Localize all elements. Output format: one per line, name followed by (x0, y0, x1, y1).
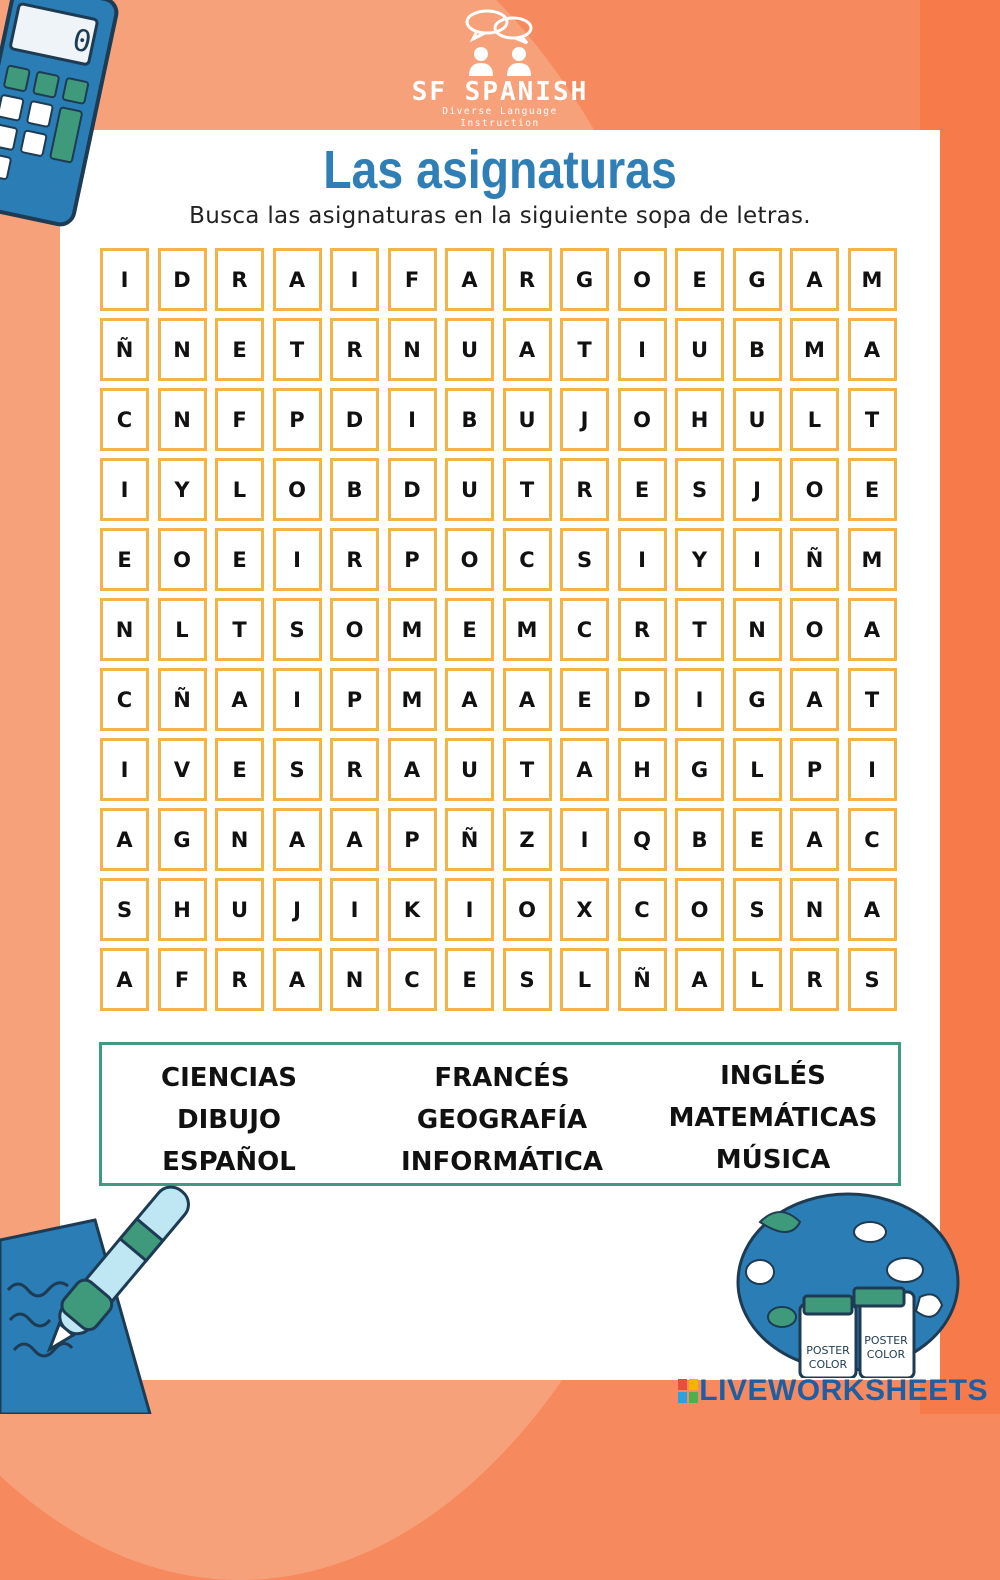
grid-cell[interactable]: T (675, 598, 724, 661)
grid-cell[interactable]: D (618, 668, 667, 731)
grid-cell[interactable]: N (790, 878, 839, 941)
grid-cell[interactable]: S (733, 878, 782, 941)
grid-cell[interactable]: M (848, 528, 897, 591)
grid-cell[interactable]: R (503, 248, 552, 311)
grid-cell[interactable]: Ñ (445, 808, 494, 871)
grid-cell[interactable]: C (100, 388, 149, 451)
grid-cell[interactable]: T (848, 668, 897, 731)
grid-cell[interactable]: M (388, 668, 437, 731)
grid-cell[interactable]: Ñ (100, 318, 149, 381)
grid-cell[interactable]: A (445, 248, 494, 311)
grid-cell[interactable]: A (675, 948, 724, 1011)
grid-cell[interactable]: F (215, 388, 264, 451)
grid-cell[interactable]: I (273, 668, 322, 731)
grid-cell[interactable]: G (733, 248, 782, 311)
grid-cell[interactable]: E (215, 738, 264, 801)
grid-cell[interactable]: U (733, 388, 782, 451)
grid-cell[interactable]: S (100, 878, 149, 941)
grid-cell[interactable]: R (330, 528, 379, 591)
grid-cell[interactable]: A (560, 738, 609, 801)
word-search-grid (100, 248, 897, 1011)
grid-cell[interactable]: S (503, 948, 552, 1011)
word-item: GEOGRAFÍA (416, 1105, 588, 1135)
notebook-pen-icon (0, 1180, 220, 1414)
grid-cell[interactable]: I (560, 808, 609, 871)
grid-cell[interactable]: U (215, 878, 264, 941)
grid-cell[interactable]: A (445, 668, 494, 731)
grid-cell[interactable]: D (330, 388, 379, 451)
grid-cell[interactable]: G (675, 738, 724, 801)
grid-cell[interactable]: I (848, 738, 897, 801)
grid-cell[interactable]: G (560, 248, 609, 311)
grid-cell[interactable]: I (445, 878, 494, 941)
grid-cell[interactable]: E (560, 668, 609, 731)
grid-cell[interactable]: R (618, 598, 667, 661)
grid-cell[interactable]: E (445, 598, 494, 661)
grid-cell[interactable]: S (273, 598, 322, 661)
logo-tagline: Diverse Language Instruction (442, 106, 558, 129)
grid-cell[interactable]: I (330, 248, 379, 311)
grid-cell[interactable]: E (215, 318, 264, 381)
grid-cell[interactable]: Ñ (618, 948, 667, 1011)
sf-spanish-logo (400, 6, 600, 129)
grid-cell[interactable]: S (848, 948, 897, 1011)
grid-cell[interactable]: M (503, 598, 552, 661)
word-item: CIENCIAS (161, 1063, 297, 1093)
grid-cell[interactable]: O (273, 458, 322, 521)
grid-cell[interactable]: O (790, 598, 839, 661)
grid-cell[interactable]: T (560, 318, 609, 381)
grid-cell[interactable]: L (733, 738, 782, 801)
word-column-2 (372, 1057, 632, 1183)
word-item: FRANCÉS (434, 1063, 570, 1093)
brand-text: LIVEWORKSHEETS (699, 1374, 988, 1407)
grid-cell[interactable]: I (273, 528, 322, 591)
grid-cell[interactable]: A (790, 808, 839, 871)
calculator-display: 0 (69, 22, 95, 61)
grid-cell[interactable]: R (215, 948, 264, 1011)
grid-cell[interactable]: P (790, 738, 839, 801)
grid-cell[interactable]: E (675, 248, 724, 311)
grid-cell[interactable]: A (215, 668, 264, 731)
grid-cell[interactable]: O (675, 878, 724, 941)
grid-cell[interactable]: P (330, 668, 379, 731)
word-list-box (99, 1042, 901, 1186)
grid-cell[interactable]: H (158, 878, 207, 941)
grid-cell[interactable]: E (848, 458, 897, 521)
grid-cell[interactable]: O (618, 388, 667, 451)
grid-cell[interactable]: V (158, 738, 207, 801)
grid-cell[interactable]: E (618, 458, 667, 521)
grid-cell[interactable]: I (733, 528, 782, 591)
grid-cell[interactable]: B (733, 318, 782, 381)
grid-cell[interactable]: I (618, 528, 667, 591)
grid-cell[interactable]: R (560, 458, 609, 521)
word-item: INGLÉS (720, 1061, 826, 1091)
grid-cell[interactable]: A (503, 668, 552, 731)
grid-cell[interactable]: G (158, 808, 207, 871)
grid-cell[interactable]: C (618, 878, 667, 941)
grid-cell[interactable]: A (273, 248, 322, 311)
liveworksheets-brand (677, 1374, 988, 1408)
grid-cell[interactable]: T (273, 318, 322, 381)
grid-cell[interactable]: A (848, 878, 897, 941)
word-column-1 (99, 1057, 359, 1183)
grid-cell[interactable]: C (100, 668, 149, 731)
grid-cell[interactable]: B (330, 458, 379, 521)
grid-cell[interactable]: T (848, 388, 897, 451)
grid-cell[interactable]: A (388, 738, 437, 801)
grid-cell[interactable]: N (158, 388, 207, 451)
grid-cell[interactable]: J (273, 878, 322, 941)
grid-cell[interactable]: L (790, 388, 839, 451)
grid-cell[interactable]: H (618, 738, 667, 801)
word-item: INFORMÁTICA (401, 1147, 603, 1177)
grid-cell[interactable]: A (790, 668, 839, 731)
grid-cell[interactable]: M (848, 248, 897, 311)
grid-cell[interactable]: A (330, 808, 379, 871)
svg-text:COLOR: COLOR (866, 1348, 906, 1361)
paint-palette-icon (720, 1192, 1000, 1378)
grid-cell[interactable]: E (733, 808, 782, 871)
grid-cell[interactable]: I (100, 458, 149, 521)
grid-cell[interactable]: O (330, 598, 379, 661)
grid-cell[interactable]: L (733, 948, 782, 1011)
grid-cell[interactable]: U (675, 318, 724, 381)
grid-cell[interactable]: I (100, 738, 149, 801)
grid-cell[interactable]: Ñ (790, 528, 839, 591)
word-item: MÚSICA (715, 1145, 831, 1175)
grid-cell[interactable]: F (388, 248, 437, 311)
word-column-3 (643, 1055, 903, 1181)
grid-cell[interactable]: N (215, 808, 264, 871)
grid-cell[interactable]: I (330, 878, 379, 941)
grid-cell[interactable]: R (790, 948, 839, 1011)
grid-cell[interactable]: U (445, 458, 494, 521)
grid-cell[interactable]: K (388, 878, 437, 941)
grid-cell[interactable]: S (273, 738, 322, 801)
grid-cell[interactable]: A (100, 808, 149, 871)
grid-cell[interactable]: N (158, 318, 207, 381)
grid-cell[interactable]: I (618, 318, 667, 381)
grid-cell[interactable]: U (503, 388, 552, 451)
chat-people-icon (455, 6, 545, 78)
grid-cell[interactable]: A (100, 948, 149, 1011)
grid-cell[interactable]: P (388, 528, 437, 591)
grid-cell[interactable]: A (790, 248, 839, 311)
grid-cell[interactable]: Ñ (158, 668, 207, 731)
grid-cell[interactable]: L (158, 598, 207, 661)
grid-cell[interactable]: P (388, 808, 437, 871)
grid-cell[interactable]: H (675, 388, 724, 451)
svg-text:POSTER: POSTER (864, 1334, 908, 1347)
grid-cell[interactable]: R (215, 248, 264, 311)
grid-cell[interactable]: Q (618, 808, 667, 871)
instructions-text: Busca las asignaturas en la siguiente sopa de letras. (189, 203, 811, 229)
grid-cell[interactable]: O (790, 458, 839, 521)
grid-cell[interactable]: P (273, 388, 322, 451)
grid-cell[interactable]: M (790, 318, 839, 381)
grid-cell[interactable]: X (560, 878, 609, 941)
grid-cell[interactable]: A (848, 598, 897, 661)
grid-cell[interactable]: Z (503, 808, 552, 871)
grid-cell[interactable]: J (560, 388, 609, 451)
grid-cell[interactable]: C (560, 598, 609, 661)
word-item: MATEMÁTICAS (668, 1103, 878, 1133)
grid-cell[interactable]: B (445, 388, 494, 451)
grid-cell[interactable]: N (100, 598, 149, 661)
grid-cell[interactable]: A (273, 948, 322, 1011)
grid-cell[interactable]: N (733, 598, 782, 661)
grid-cell[interactable]: R (330, 738, 379, 801)
grid-cell[interactable]: O (445, 528, 494, 591)
grid-cell[interactable]: E (445, 948, 494, 1011)
grid-cell[interactable]: A (848, 318, 897, 381)
grid-cell[interactable]: A (273, 808, 322, 871)
grid-cell[interactable]: G (733, 668, 782, 731)
grid-cell[interactable]: O (618, 248, 667, 311)
grid-cell[interactable]: E (100, 528, 149, 591)
grid-cell[interactable]: T (503, 458, 552, 521)
grid-cell[interactable]: C (388, 948, 437, 1011)
svg-text:POSTER: POSTER (806, 1344, 850, 1357)
grid-cell[interactable]: O (503, 878, 552, 941)
grid-cell[interactable]: M (388, 598, 437, 661)
grid-cell[interactable]: I (675, 668, 724, 731)
grid-cell[interactable]: R (330, 318, 379, 381)
word-item: DIBUJO (177, 1105, 281, 1135)
grid-cell[interactable]: L (215, 458, 264, 521)
page-title: Las asignaturas (323, 140, 677, 200)
grid-cell[interactable]: S (675, 458, 724, 521)
grid-cell[interactable]: C (848, 808, 897, 871)
word-item: ESPAÑOL (162, 1147, 296, 1177)
grid-cell[interactable]: U (445, 738, 494, 801)
grid-cell[interactable]: E (215, 528, 264, 591)
svg-text:COLOR: COLOR (808, 1358, 848, 1371)
grid-cell[interactable]: N (388, 318, 437, 381)
grid-cell[interactable]: D (158, 248, 207, 311)
grid-cell[interactable]: C (503, 528, 552, 591)
grid-cell[interactable]: L (560, 948, 609, 1011)
grid-cell[interactable]: D (388, 458, 437, 521)
grid-cell[interactable]: N (330, 948, 379, 1011)
logo-name: SF SPANISH (411, 77, 589, 107)
grid-cell[interactable]: I (100, 248, 149, 311)
grid-cell[interactable]: J (733, 458, 782, 521)
grid-cell[interactable]: F (158, 948, 207, 1011)
grid-cell[interactable]: S (560, 528, 609, 591)
grid-cell[interactable]: T (215, 598, 264, 661)
grid-cell[interactable]: B (675, 808, 724, 871)
grid-cell[interactable]: A (503, 318, 552, 381)
grid-cell[interactable]: Y (158, 458, 207, 521)
grid-cell[interactable]: Y (675, 528, 724, 591)
grid-cell[interactable]: O (158, 528, 207, 591)
live-blocks-icon (677, 1378, 699, 1404)
grid-cell[interactable]: U (445, 318, 494, 381)
grid-cell[interactable]: T (503, 738, 552, 801)
grid-cell[interactable]: I (388, 388, 437, 451)
